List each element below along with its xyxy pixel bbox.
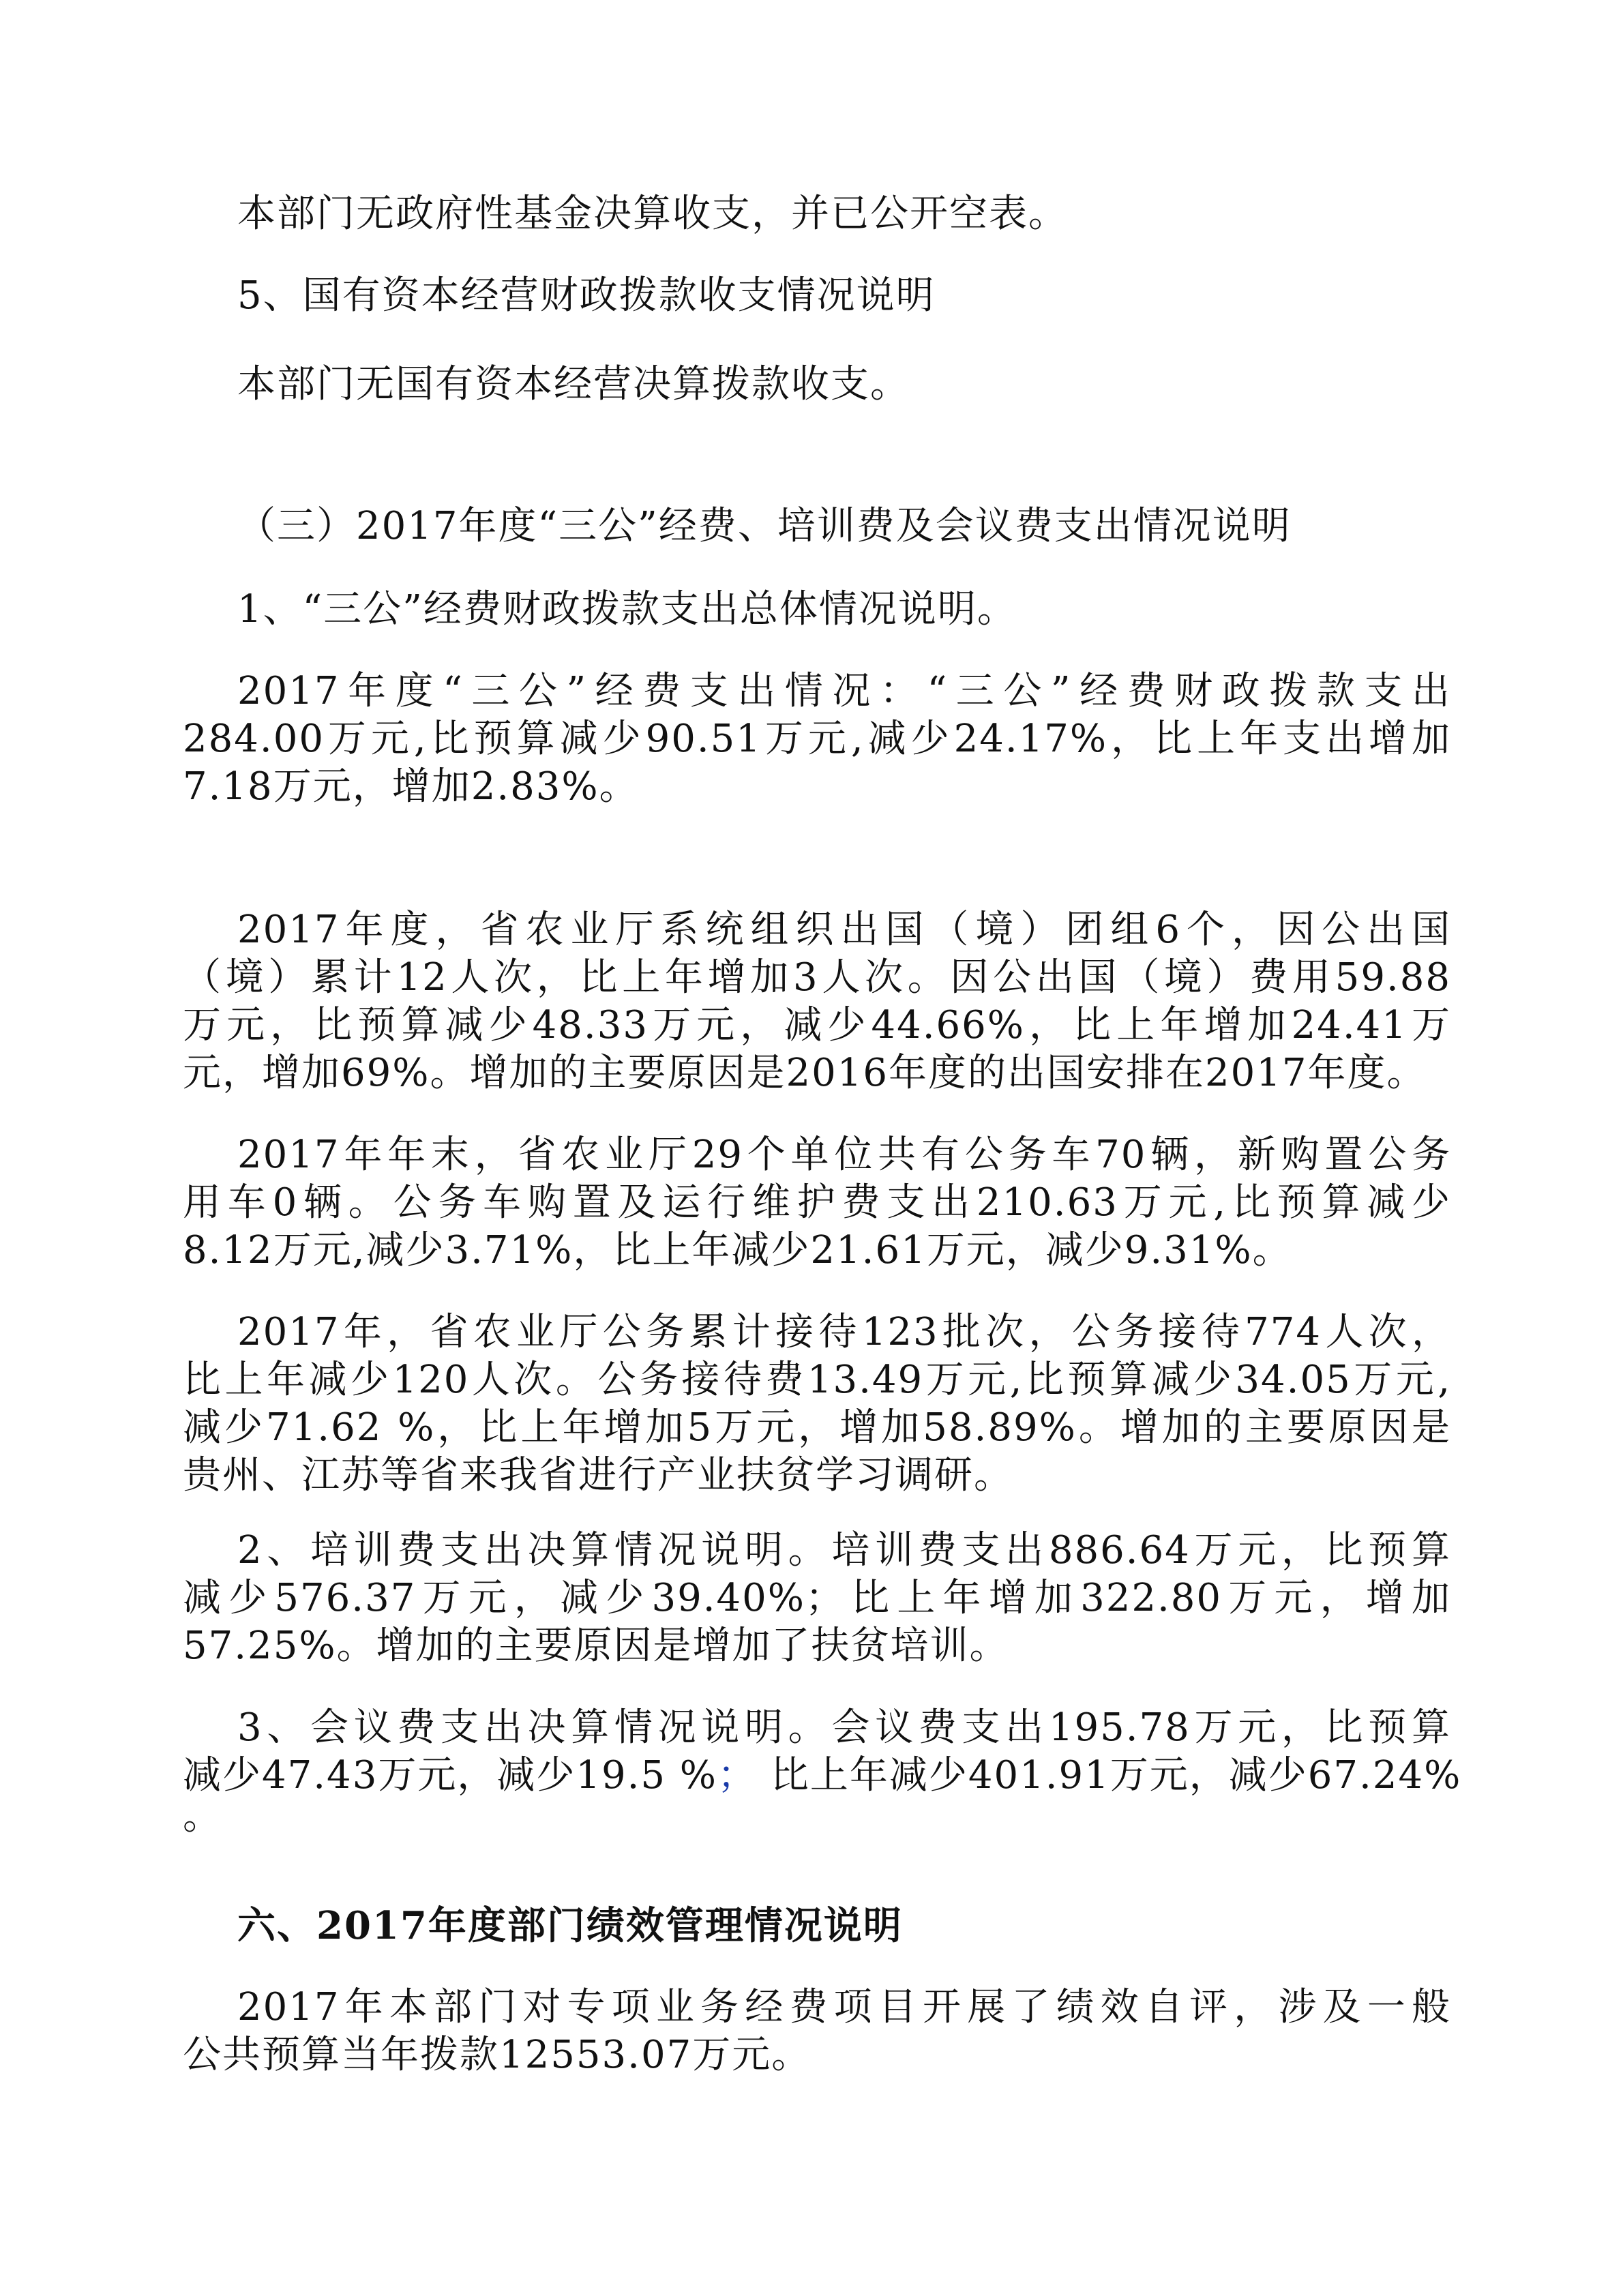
heading-section-three: （三）2017年度“三公”经费、培训费及会议费支出情况说明 [237,504,1292,548]
para-three-public-line-1: 2017年度“三公”经费支出情况：“三公”经费财政拨款支出 [237,669,1452,713]
para-overseas-line-1: 2017年度，省农业厅系统组织出国（境）团组6个，因公出国 [237,908,1451,952]
heading-state-capital: 5、国有资本经营财政拨款收支情况说明 [237,273,936,318]
para-meeting-line-1: 3、会议费支出决算情况说明。会议费支出195.78万元，比预算 [237,1705,1451,1750]
para-overseas-line-2: （境）累计12人次，比上年增加3人次。因公出国（境）费用59.88 [183,955,1451,1000]
para-training-line-3: 57.25%。增加的主要原因是增加了扶贫培训。 [183,1624,1009,1668]
para-reception-line-1: 2017年，省农业厅公务累计接待123批次，公务接待774人次， [237,1310,1451,1354]
para-overseas-line-3: 万元，比预算减少48.33万元，减少44.66%，比上年增加24.41万 [183,1003,1451,1047]
para-reception-line-4: 贵州、江苏等省来我省进行产业扶贫学习调研。 [183,1453,1013,1497]
para-reception-line-2: 比上年减少120人次。公务接待费13.49万元,比预算减少34.05万元, [183,1358,1451,1402]
para-three-public-line-3: 7.18万元，增加2.83%。 [183,764,639,809]
para-training-line-1: 2、培训费支出决算情况说明。培训费支出886.64万元，比预算 [237,1528,1451,1572]
para-meeting-line-2-start: 减少47.43万元，减少19.5 % [183,1753,718,1798]
para-training-line-2: 减少576.37万元，减少39.40%；比上年增加322.80万元，增加 [183,1576,1451,1620]
para-overseas-line-4: 元，增加69%。增加的主要原因是2016年度的出国安排在2017年度。 [183,1051,1427,1095]
para-performance-line-1: 2017年本部门对专项业务经费项目开展了绩效自评，涉及一般 [237,1985,1451,2029]
para-vehicles-line-2: 用车0辆。公务车购置及运行维护费支出210.63万元,比预算减少 [183,1180,1451,1225]
para-vehicles-line-3: 8.12万元,减少3.71%，比上年减少21.61万元，减少9.31%。 [183,1228,1292,1272]
para-state-capital-note: 本部门无国有资本经营决算拨款收支。 [237,362,910,406]
para-performance-line-2: 公共预算当年拨款12553.07万元。 [183,2033,812,2077]
blue-semicolon: ； [717,1753,758,1798]
para-reception-line-3: 减少71.62 %，比上年增加5万元，增加58.89%。增加的主要原因是 [183,1405,1451,1450]
heading-performance: 六、2017年度部门绩效管理情况说明 [237,1903,903,1948]
para-vehicles-line-1: 2017年年末，省农业厅29个单位共有公务车70辆，新购置公务 [237,1133,1451,1177]
para-meeting-line-3: 。 [183,1794,222,1838]
para-meeting-line-2-end: 比上年减少401.91万元，减少67.24% [770,1753,1462,1798]
heading-three-public-overall: 1、“三公”经费财政拨款支出总体情况说明。 [237,587,1017,631]
para-fund-note: 本部门无政府性基金决算收支，并已公开空表。 [237,192,1068,236]
para-three-public-line-2: 284.00万元,比预算减少90.51万元,减少24.17%，比上年支出增加 [183,717,1451,761]
